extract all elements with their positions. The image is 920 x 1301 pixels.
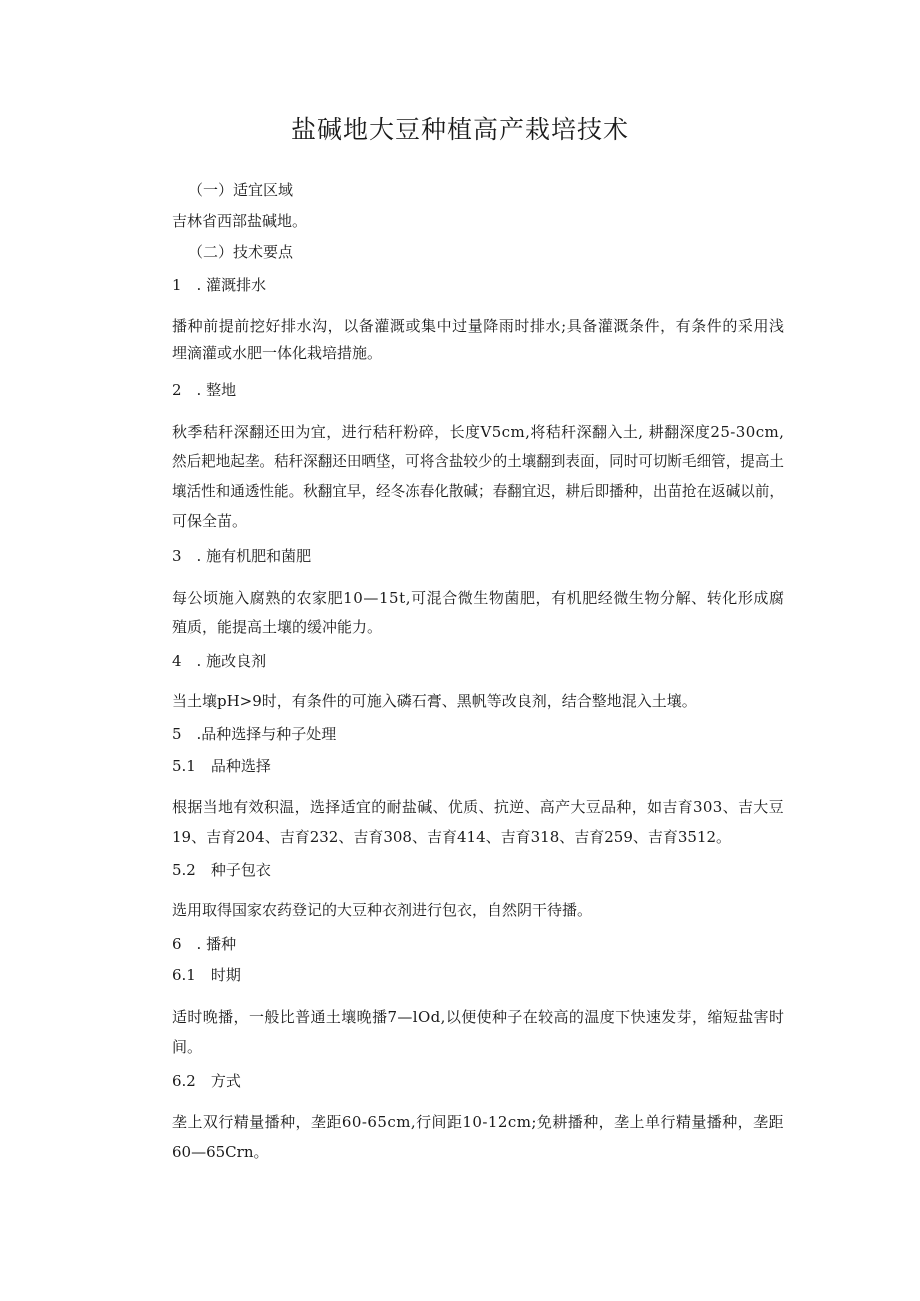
section-heading-region: （一）适宜区域 [188, 181, 294, 199]
paragraph-soil-prep-line-3: 壤活性和通透性能。秋翻宜早，经冬冻春化散碱；春翻宜迟，耕后即播种，出苗抢在返碱以前， [172, 482, 785, 500]
heading-sowing-time: 6.1 时期 [172, 966, 241, 984]
paragraph-sowing-time-line-1: 适时晚播，一般比普通土壤晚播7—lOd,以便使种子在较高的温度下快速发芽，缩短盐害时 [172, 1008, 785, 1026]
heading-seed-coating: 5.2 种子包衣 [172, 861, 271, 879]
paragraph-fertilizer-line-1: 每公顷施入腐熟的农家肥10—15t,可混合微生物菌肥，有机肥经微生物分解、转化形成腐 [172, 589, 785, 607]
heading-variety: 5 .品种选择与种子处理 [172, 725, 337, 743]
heading-variety-selection: 5.1 品种选择 [172, 757, 271, 775]
heading-irrigation: 1 . 灌溉排水 [172, 276, 267, 294]
paragraph-variety-line-2: 19、吉育204、吉育232、吉育308、吉育414、吉育318、吉育259、吉育3512。 [172, 828, 732, 846]
paragraph-sowing-method-line-1: 垄上双行精量播种，垄距60-65cm,行间距10-12cm;免耕播种，垄上单行精量播种，垄距 [172, 1113, 785, 1131]
paragraph-soil-prep-line-2: 然后耙地起垄。秸秆深翻还田晒垡，可将含盐较少的土壤翻到表面，同时可切断毛细管，提高土 [172, 452, 785, 470]
heading-soil-prep: 2 . 整地 [172, 381, 237, 399]
paragraph-sowing-time-line-2: 间。 [172, 1038, 203, 1056]
paragraph-fertilizer-line-2: 殖质，能提高土壤的缓冲能力。 [172, 618, 383, 636]
paragraph-variety-line-1: 根据当地有效积温，选择适宜的耐盐碱、优质、抗逆、高产大豆品种，如吉育303、吉大豆 [172, 798, 784, 816]
paragraph-soil-prep-line-4: 可保全苗。 [172, 512, 248, 530]
section-heading-key-points: （二）技术要点 [188, 243, 294, 261]
document-title: 盐碱地大豆种植高产栽培技术 [290, 115, 629, 144]
heading-sowing-method: 6.2 方式 [172, 1072, 241, 1090]
section-text-region: 吉林省西部盐碱地。 [172, 212, 308, 230]
paragraph-sowing-method-line-2: 60—65Crn。 [172, 1143, 269, 1161]
paragraph-irrigation-line-1: 播种前提前挖好排水沟，以备灌溉或集中过量降雨时排水;具备灌溉条件，有条件的采用浅 [172, 317, 785, 335]
paragraph-irrigation-line-2: 埋滴灌或水肥一体化栽培措施。 [172, 344, 383, 362]
heading-amendment: 4 . 施改良剂 [172, 652, 267, 670]
heading-fertilizer: 3 . 施有机肥和菌肥 [172, 547, 312, 565]
paragraph-seed-coating-line-1: 选用取得国家农药登记的大豆种衣剂进行包衣，自然阴干待播。 [172, 901, 593, 919]
paragraph-soil-prep-line-1: 秋季秸秆深翻还田为宜，进行秸秆粉碎，长度V5cm,将秸秆深翻入土, 耕翻深度25-30cm, [172, 423, 785, 441]
paragraph-amendment-line-1: 当土壤pH>9时，有条件的可施入磷石膏、黑帆等改良剂，结合整地混入土壤。 [172, 692, 697, 710]
heading-sowing: 6 . 播种 [172, 935, 237, 953]
